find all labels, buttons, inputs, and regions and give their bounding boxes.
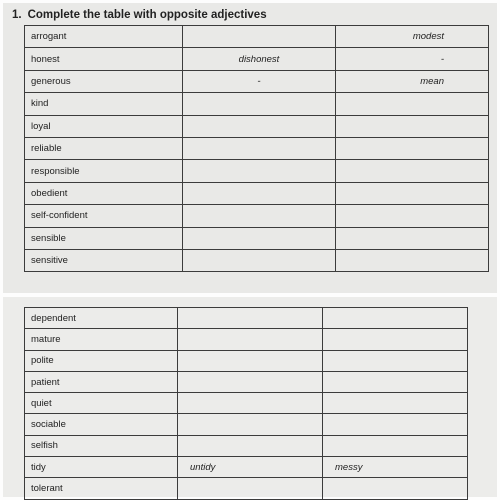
adjective-cell: generous — [25, 70, 183, 92]
adjective-cell: tidy — [25, 457, 178, 478]
adjective-cell: selfish — [25, 435, 178, 456]
opposite-answer-cell-2[interactable] — [336, 182, 489, 204]
opposite-answer-cell-2[interactable] — [336, 227, 489, 249]
opposite-answer-cell-2[interactable] — [323, 414, 468, 435]
adjective-cell: self-confident — [25, 205, 183, 227]
opposite-answer-cell-1[interactable] — [178, 414, 323, 435]
table-row — [25, 414, 468, 435]
table-row — [25, 93, 489, 115]
adjective-cell: tolerant — [25, 478, 178, 499]
table-row — [25, 393, 468, 414]
opposite-answer-cell-1[interactable] — [178, 371, 323, 392]
opposite-answer-cell-1[interactable] — [178, 329, 323, 350]
opposite-answer-cell-1[interactable]: dishonest — [183, 48, 336, 70]
table-row — [25, 308, 468, 329]
table-row — [25, 160, 489, 182]
opposite-answer-cell-1[interactable] — [183, 249, 336, 271]
opposite-answer-cell-2[interactable] — [336, 137, 489, 159]
opposite-answer-cell-2[interactable] — [336, 93, 489, 115]
opposite-answer-cell-2[interactable]: modest — [336, 26, 489, 48]
table-bottom-body — [25, 308, 468, 500]
opposite-answer-cell-2[interactable] — [323, 329, 468, 350]
table-row — [25, 48, 489, 70]
table-row — [25, 371, 468, 392]
opposite-answer-cell-1[interactable] — [183, 26, 336, 48]
adjective-cell: responsible — [25, 160, 183, 182]
adjective-cell: honest — [25, 48, 183, 70]
adjective-cell: polite — [25, 350, 178, 371]
adjective-cell: reliable — [25, 137, 183, 159]
opposite-answer-cell-1[interactable] — [178, 435, 323, 456]
adjective-cell: dependent — [25, 308, 178, 329]
opposite-answer-cell-1[interactable] — [178, 350, 323, 371]
exercise-title: Complete the table with opposite adjectives — [27, 9, 267, 21]
table-row — [25, 478, 468, 499]
opposite-answer-cell-1[interactable] — [183, 205, 336, 227]
opposite-answer-cell-1[interactable] — [183, 115, 336, 137]
exercise-number: 1. — [12, 9, 22, 21]
opposite-answer-cell-2[interactable] — [323, 350, 468, 371]
opposite-answer-cell-2[interactable] — [323, 435, 468, 456]
opposite-answer-cell-2[interactable]: - — [336, 48, 489, 70]
adjective-cell: quiet — [25, 393, 178, 414]
table-row — [25, 350, 468, 371]
table-row — [25, 227, 489, 249]
adjective-cell: patient — [25, 371, 178, 392]
table-top-body — [25, 26, 489, 272]
opposite-answer-cell-1[interactable] — [178, 478, 323, 499]
adjective-cell: sociable — [25, 414, 178, 435]
opposite-answer-cell-1[interactable] — [178, 393, 323, 414]
adjectives-table-top — [24, 25, 489, 272]
table-row — [25, 182, 489, 204]
opposite-answer-cell-2[interactable] — [336, 249, 489, 271]
adjective-cell: obedient — [25, 182, 183, 204]
table-row — [25, 249, 489, 271]
opposite-answer-cell-2[interactable]: messy — [323, 457, 468, 478]
table-row — [25, 137, 489, 159]
opposite-answer-cell-1[interactable] — [183, 227, 336, 249]
opposite-answer-cell-1[interactable]: untidy — [178, 457, 323, 478]
opposite-answer-cell-1[interactable] — [178, 308, 323, 329]
opposite-answer-cell-2[interactable] — [323, 478, 468, 499]
adjective-cell: mature — [25, 329, 178, 350]
exercise-heading — [12, 9, 267, 21]
opposite-answer-cell-1[interactable] — [183, 93, 336, 115]
opposite-answer-cell-1[interactable] — [183, 182, 336, 204]
table-row — [25, 115, 489, 137]
opposite-answer-cell-2[interactable] — [323, 308, 468, 329]
table-row — [25, 205, 489, 227]
adjective-cell: arrogant — [25, 26, 183, 48]
opposite-answer-cell-2[interactable] — [336, 160, 489, 182]
opposite-answer-cell-2[interactable] — [336, 205, 489, 227]
adjective-cell: sensitive — [25, 249, 183, 271]
opposite-answer-cell-2[interactable] — [323, 371, 468, 392]
table-row — [25, 457, 468, 478]
opposite-answer-cell-2[interactable]: mean — [336, 70, 489, 92]
adjectives-table-bottom — [24, 307, 468, 500]
opposite-answer-cell-2[interactable] — [323, 393, 468, 414]
adjective-cell: sensible — [25, 227, 183, 249]
opposite-answer-cell-2[interactable] — [336, 115, 489, 137]
table-row — [25, 435, 468, 456]
opposite-answer-cell-1[interactable] — [183, 137, 336, 159]
adjective-cell: kind — [25, 93, 183, 115]
adjective-cell: loyal — [25, 115, 183, 137]
opposite-answer-cell-1[interactable] — [183, 160, 336, 182]
table-row — [25, 26, 489, 48]
table-row — [25, 70, 489, 92]
opposite-answer-cell-1[interactable]: - — [183, 70, 336, 92]
table-row — [25, 329, 468, 350]
